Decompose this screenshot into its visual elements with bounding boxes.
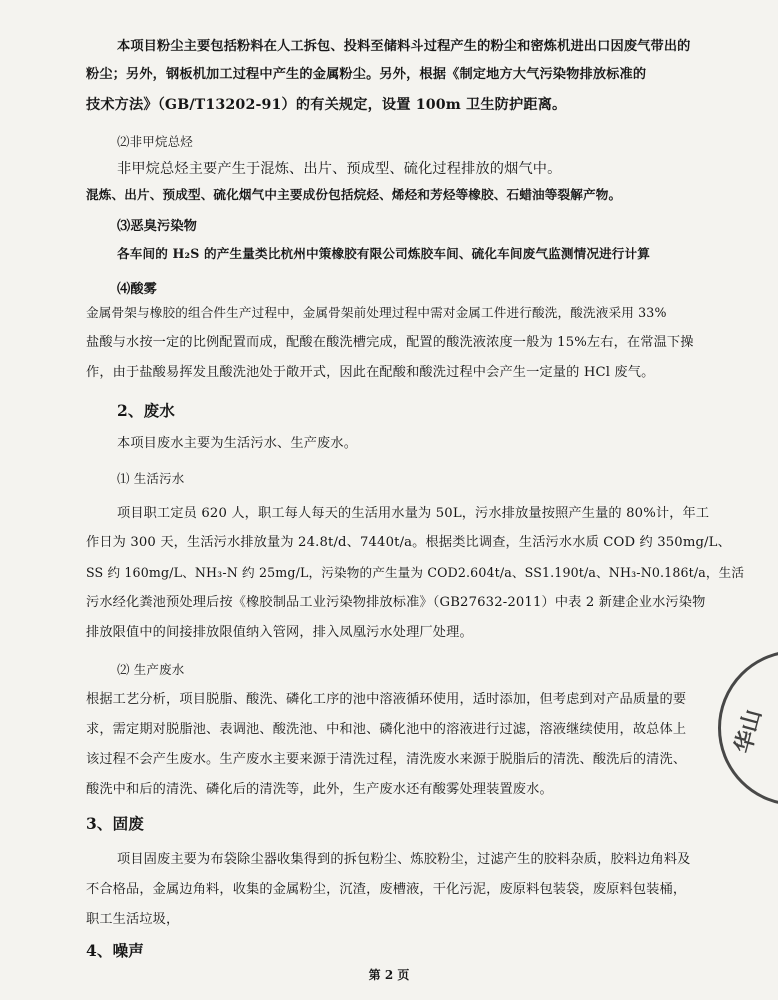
paragraph-line: 项目固废主要为布袋除尘器收集得到的拆包粉尘、炼胶粉尘，过滤产生的胶料杂质，胶料边角料及 — [117, 852, 691, 867]
section-heading: 3、固废 — [86, 814, 144, 833]
subsection-heading: ⑴ 生活污水 — [117, 471, 185, 486]
paragraph-line: 盐酸与水按一定的比例配置而成，配酸在酸洗槽完成，配置的酸洗液浓度一般为 15%左右，在常温下操 — [86, 335, 694, 350]
subsection-heading: ⑶恶臭污染物 — [117, 219, 198, 234]
paragraph-line: 作，由于盐酸易挥发且酸洗池处于敞开式，因此在配酸和酸洗过程中会产生一定量的 HCl 废气。 — [86, 365, 655, 380]
subsection-heading: ⑵ 生产废水 — [117, 662, 185, 677]
paragraph-line: 粉尘；另外，钢板机加工过程中产生的金属粉尘。另外，根据《制定地方大气污染物排放标准的 — [86, 67, 647, 82]
paragraph-line: 非甲烷总烃主要产生于混炼、出片、预成型、硫化过程排放的烟气中。 — [117, 161, 562, 177]
paragraph-line: 求，需定期对脱脂池、表调池、酸洗池、中和池、磷化池中的溶液进行过滤，溶液继续使用，故总体上 — [86, 722, 687, 737]
paragraph-line: 根据工艺分析，项目脱脂、酸洗、磷化工序的池中溶液循环使用，适时添加，但考虑到对产品质量的要 — [86, 692, 687, 707]
paragraph-line: 职工生活垃圾， — [86, 912, 180, 927]
section-heading: 4、噪声 — [86, 941, 144, 960]
paragraph-line: 混炼、出片、预成型、硫化烟气中主要成份包括烷烃、烯烃和芳烃等橡胶、石蜡油等裂解产物。 — [86, 187, 622, 202]
seal-stamp — [718, 650, 778, 806]
subsection-heading: ⑷酸雾 — [117, 282, 158, 297]
paragraph-line: 本项目废水主要为生活污水、生产废水。 — [117, 436, 358, 451]
subsection-heading: ⑵非甲烷总烃 — [117, 134, 193, 149]
paragraph-line: SS 约 160mg/L、NH₃-N 约 25mg/L，污染物的产生量为 COD2.604t/a、SS1.190t/a、NH₃-N0.186t/a，生活 — [86, 565, 745, 580]
paragraph-line: 排放限值中的间接排放限值纳入管网，排入凤凰污水处理厂处理。 — [86, 625, 473, 640]
paragraph-line: 项目职工定员 620 人，职工每人每天的生活用水量为 50L，污水排放量按照产生量的 80%计，年工 — [117, 506, 710, 521]
page-number: 第 2 页 — [368, 968, 410, 982]
section-heading: 2、废水 — [117, 401, 175, 420]
paragraph-line: 技术方法》（GB/T13202-91）的有关规定，设置 100m 卫生防护距离。 — [86, 97, 567, 113]
stamp-text: 华山 — [730, 706, 767, 756]
paragraph-line: 本项目粉尘主要包括粉料在人工拆包、投料至储料斗过程产生的粉尘和密炼机进出口因废气带出的 — [117, 39, 691, 54]
paragraph-line: 该过程不会产生废水。生产废水主要来源于清洗过程，清洗废水来源于脱脂后的清洗、酸洗后的清洗、 — [86, 752, 687, 767]
paragraph-line: 酸洗中和后的清洗、磷化后的清洗等，此外，生产废水还有酸雾处理装置废水。 — [86, 782, 553, 797]
paragraph-line: 不合格品，金属边角料，收集的金属粉尘，沉渣，废槽液，干化污泥，废原料包装袋，废原料包装桶， — [86, 882, 687, 897]
paragraph-line: 金属骨架与橡胶的组合件生产过程中，金属骨架前处理过程中需对金属工件进行酸洗，酸洗液采用 33% — [86, 305, 667, 320]
paragraph-line: 作日为 300 天，生活污水排放量为 24.8t/d、7440t/a。根据类比调查，生活污水水质 COD 约 350mg/L、 — [86, 535, 731, 550]
paragraph-line: 各车间的 H₂S 的产生量类比杭州中策橡胶有限公司炼胶车间、硫化车间废气监测情况进行计算 — [117, 246, 651, 261]
paragraph-line: 污水经化粪池预处理后按《橡胶制品工业污染物排放标准》（GB27632-2011）中表 2 新建企业水污染物 — [86, 595, 706, 610]
